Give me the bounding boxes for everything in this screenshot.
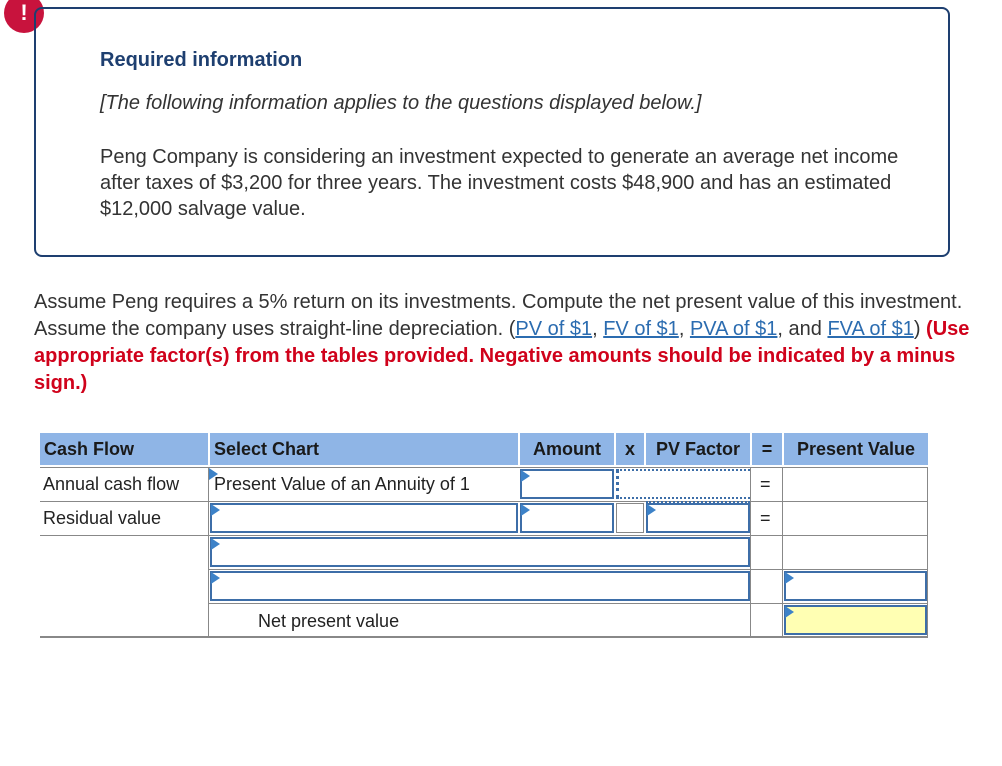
pv-factor-input-annual-cash-flow[interactable] [616, 469, 750, 499]
header-present-value: Present Value [784, 433, 928, 465]
row-label-residual-value: Residual value [43, 508, 162, 528]
question-sep-2: , [678, 318, 690, 340]
info-title: Required information [100, 49, 303, 71]
row-label-annual-cash-flow: Annual cash flow [43, 474, 180, 494]
header-pv-factor: PV Factor [646, 433, 750, 465]
question-sep-3: , and [777, 318, 828, 340]
pv-factor-input-residual-value[interactable] [646, 503, 750, 533]
total-present-value-input[interactable] [784, 571, 927, 601]
input-marker-icon [785, 606, 794, 618]
present-value-annual-cash-flow [784, 469, 927, 499]
input-marker-icon [785, 572, 794, 584]
info-body: Peng Company is considering an investment expected to generate an average net income after taxes of $3,200 for three years. The investment costs $48,900 and has an estimated $12,000 salvage value. [100, 146, 899, 220]
input-marker-icon [521, 504, 530, 516]
amount-input-residual-value[interactable] [520, 503, 614, 533]
amount-input-annual-cash-flow[interactable] [520, 469, 614, 499]
pv-of-1-link[interactable]: PV of $1 [515, 318, 593, 340]
header-select-chart: Select Chart [210, 433, 518, 465]
fv-of-1-link[interactable]: FV of $1 [603, 318, 679, 340]
equals-sign: = [760, 508, 771, 528]
input-marker-icon [521, 470, 530, 482]
question-part-2: ) [913, 318, 927, 340]
info-note: [The following information applies to the questions displayed below.] [100, 92, 702, 114]
header-equals: = [752, 433, 782, 465]
question-part-1: Assume Peng requires a 5% return on its investments. Compute the net present value of this investment. Assume the company uses straight-line depreciation. ( [34, 291, 963, 340]
alert-icon: ! [4, 0, 44, 33]
select-chart-value: Present Value of an Annuity of 1 [214, 474, 470, 494]
select-chart-residual-value[interactable] [210, 503, 518, 533]
question-warning: (Use appropriate factor(s) from the tables provided. Negative amounts should be indicated by a minus sign.) [34, 318, 970, 394]
question-text [34, 289, 974, 397]
required-information-box [34, 7, 950, 257]
times-cell-residual-value [616, 503, 644, 533]
pva-of-1-link[interactable]: PVA of $1 [689, 318, 778, 340]
extra-row-input-2[interactable] [210, 571, 750, 601]
input-marker-icon [211, 538, 220, 550]
header-cash-flow: Cash Flow [40, 433, 208, 465]
net-present-value-label: Net present value [258, 611, 400, 631]
input-marker-icon [211, 572, 220, 584]
fva-of-1-link[interactable]: FVA of $1 [827, 318, 914, 340]
input-marker-icon [647, 504, 656, 516]
equals-sign: = [760, 474, 771, 494]
select-chart-annual-cash-flow[interactable] [210, 469, 518, 499]
header-times: x [616, 433, 644, 465]
dropdown-marker-icon [211, 504, 220, 516]
npv-table [40, 433, 928, 638]
extra-row-input-1[interactable] [210, 537, 750, 567]
question-sep-1: , [592, 318, 604, 340]
header-amount: Amount [520, 433, 614, 465]
net-present-value-input[interactable] [784, 605, 927, 635]
